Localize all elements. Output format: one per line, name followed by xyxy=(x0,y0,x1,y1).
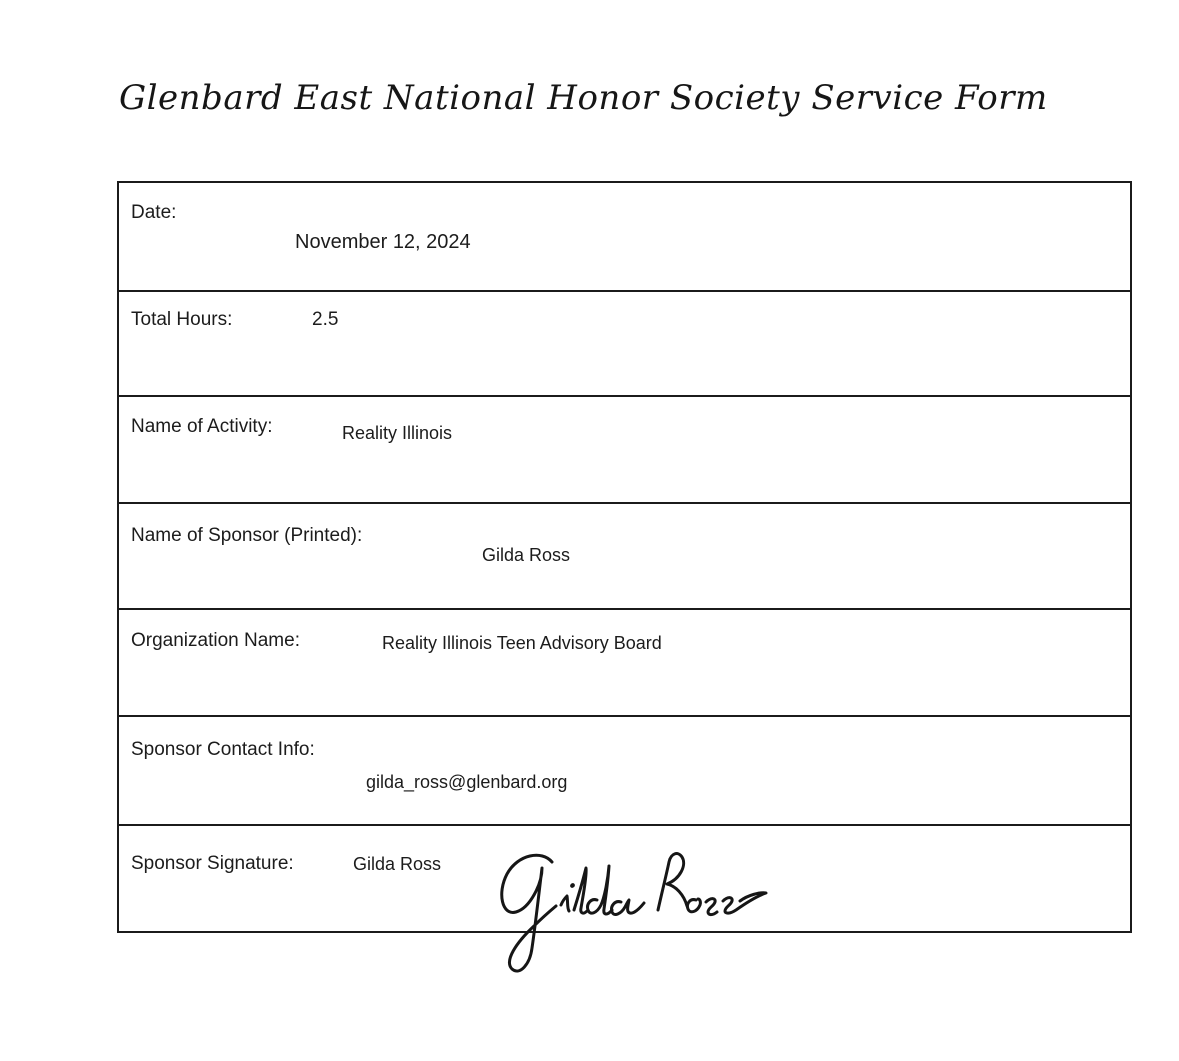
sponsor-signature-image xyxy=(490,848,770,978)
sponsor-signature-label: Sponsor Signature: xyxy=(131,853,294,874)
form-row-activity-name xyxy=(119,397,1130,504)
service-form-table xyxy=(117,181,1132,933)
sponsor-signature-typed-value: Gilda Ross xyxy=(353,854,442,874)
form-row-organization-name xyxy=(119,610,1130,717)
sponsor-name-value: Gilda Ross xyxy=(482,545,571,565)
date-label: Date: xyxy=(131,202,177,223)
form-row-total-hours xyxy=(119,292,1130,397)
organization-name-label: Organization Name: xyxy=(131,630,300,651)
total-hours-label: Total Hours: xyxy=(131,309,233,330)
date-value: November 12, 2024 xyxy=(295,231,471,253)
form-row-sponsor-name xyxy=(119,504,1130,610)
sponsor-contact-label: Sponsor Contact Info: xyxy=(131,739,315,760)
sponsor-name-label: Name of Sponsor (Printed): xyxy=(131,525,363,546)
form-row-date xyxy=(119,183,1130,292)
activity-name-value: Reality Illinois xyxy=(342,423,453,443)
organization-name-value: Reality Illinois Teen Advisory Board xyxy=(382,633,662,653)
total-hours-value: 2.5 xyxy=(312,309,339,330)
sponsor-contact-value: gilda_ross@glenbard.org xyxy=(366,772,568,792)
form-title: Glenbard East National Honor Society Service Form xyxy=(119,78,1048,118)
form-row-sponsor-contact xyxy=(119,717,1130,826)
activity-name-label: Name of Activity: xyxy=(131,416,273,437)
